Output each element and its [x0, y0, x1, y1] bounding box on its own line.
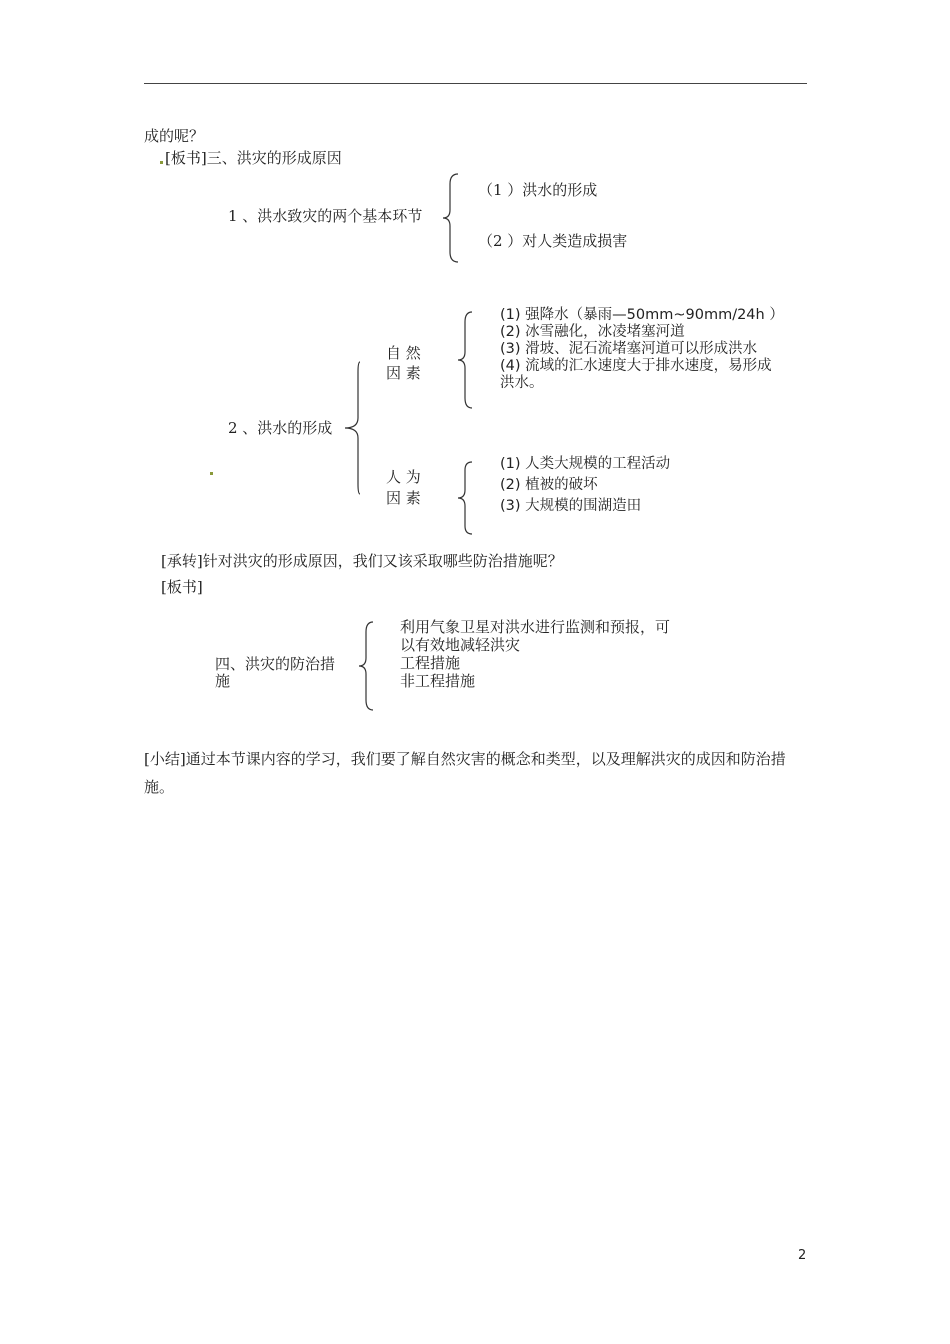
section4-item-1: 利用气象卫星对洪水进行监测和预报，可 — [400, 618, 671, 636]
natural-item-4: (4) 流域的汇水速度大于排水速度，易形成 — [500, 358, 772, 374]
summary-paragraph: [小结]通过本节课内容的学习，我们要了解自然灾害的概念和类型，以及理解洪灾的成因和防治措施。 — [144, 750, 786, 796]
board-heading-1: [板书]三、洪灾的形成原因 — [165, 149, 342, 167]
natural-item-3: (3) 滑坡、泥石流堵塞河道可以形成洪水 — [500, 341, 758, 357]
human-factor-label-1: 人 为 — [386, 468, 421, 486]
natural-item-1: (1) 强降水（暴雨—50mm~90mm/24h ） — [500, 307, 784, 323]
section1-item-2: （2 ）对人类造成损害 — [478, 232, 628, 250]
section4-item-2: 以有效地减轻洪灾 — [400, 636, 521, 654]
section4-list — [400, 618, 670, 690]
section1-item-1: （1 ）洪水的形成 — [478, 181, 598, 199]
section4-item-3: 工程措施 — [400, 654, 461, 672]
board-heading-2: [板书] — [161, 578, 203, 596]
brace-section4 — [357, 620, 379, 712]
header-rule — [144, 83, 807, 84]
brace-section2 — [340, 360, 364, 497]
human-item-3: (3) 大规模的围湖造田 — [500, 498, 642, 514]
brace-section1 — [440, 172, 462, 264]
human-item-2: (2) 植被的破坏 — [500, 477, 598, 493]
marker-dot — [210, 472, 213, 475]
natural-item-2: (2) 冰雪融化，冰凌堵塞河道 — [500, 324, 685, 340]
transition-text: [承转]针对洪灾的形成原因，我们又该采取哪些防治措施呢？ — [161, 552, 563, 570]
page-number: 2 — [798, 1248, 807, 1263]
section4-label-2: 施 — [215, 672, 231, 690]
natural-factor-label-2: 因 素 — [386, 364, 421, 382]
section2-label: 2 、洪水的形成 — [228, 419, 333, 437]
natural-item-5: 洪水。 — [500, 375, 544, 391]
natural-factor-list — [500, 307, 784, 392]
section4-label-1: 四、洪灾的防治措 — [215, 655, 336, 673]
section4-item-4: 非工程措施 — [400, 672, 476, 690]
human-item-1: (1) 人类大规模的工程活动 — [500, 456, 671, 472]
brace-natural — [456, 310, 478, 412]
section1-label: 1 、洪水致灾的两个基本环节 — [228, 207, 423, 225]
natural-factor-label-1: 自 然 — [386, 344, 421, 362]
human-factor-label-2: 因 素 — [386, 489, 421, 507]
brace-human — [456, 460, 478, 538]
intro-fragment: 成的呢？ — [144, 127, 205, 145]
marker-dot — [160, 161, 163, 164]
